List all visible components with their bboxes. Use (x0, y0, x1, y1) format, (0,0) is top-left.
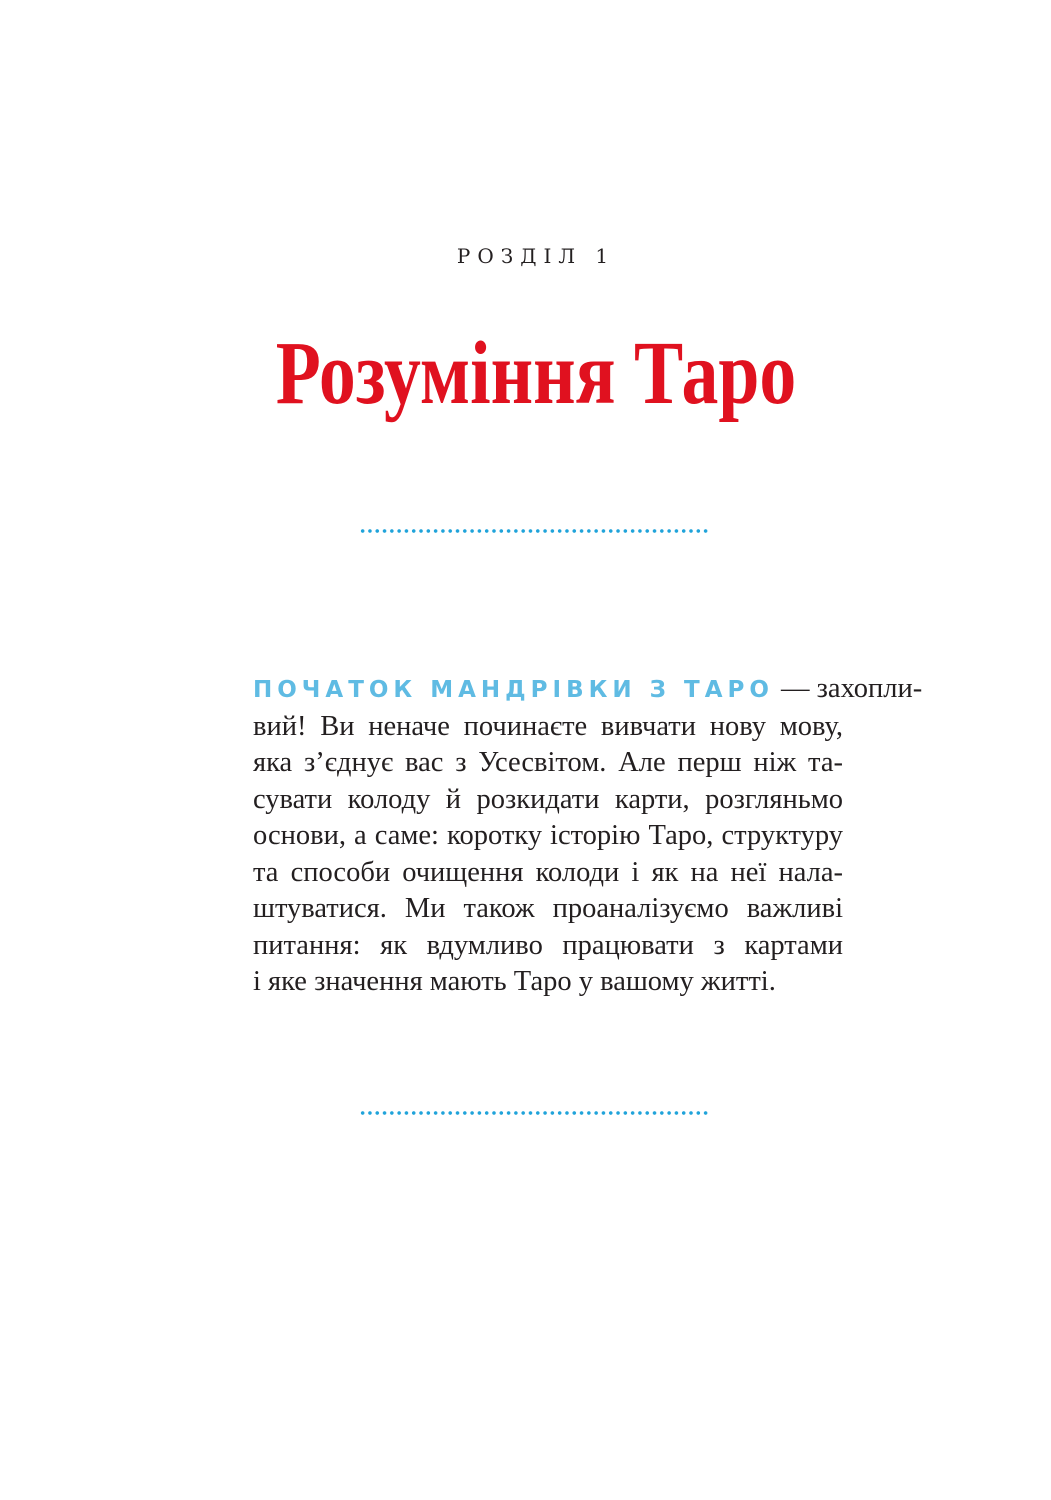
intro-line-5: основи, а саме: коротку історію Таро, структуру (253, 820, 843, 851)
intro-line-2: вий! Ви неначе починаєте вивчати нову мову, (253, 710, 843, 742)
intro-line-6: та способи очищення колоди і як на неї нала- (253, 856, 843, 888)
intro-line-1-text: — захопли- (773, 673, 923, 704)
intro-paragraph (253, 671, 923, 1001)
bottom-dotted-divider (359, 1111, 709, 1115)
chapter-title: Розуміння Таро (275, 324, 797, 423)
intro-lead: ПОЧАТОК МАНДРІВКИ З ТАРО (253, 677, 774, 703)
top-dotted-divider (359, 529, 709, 533)
intro-line-1 (253, 671, 923, 709)
chapter-label: РОЗДІЛ 1 (456, 244, 616, 268)
intro-line-9: і яке значення мають Таро у вашому житті. (253, 966, 776, 997)
intro-line-4: сувати колоду й розкидати карти, розгляньмо (253, 783, 843, 815)
intro-line-8: питання: як вдумливо працювати з картами (253, 929, 843, 961)
intro-line-7: штуватися. Ми також проаналізуємо важливі (253, 893, 843, 924)
intro-line-3: яка з’єднує вас з Усесвітом. Але перш ніж та- (253, 747, 843, 778)
